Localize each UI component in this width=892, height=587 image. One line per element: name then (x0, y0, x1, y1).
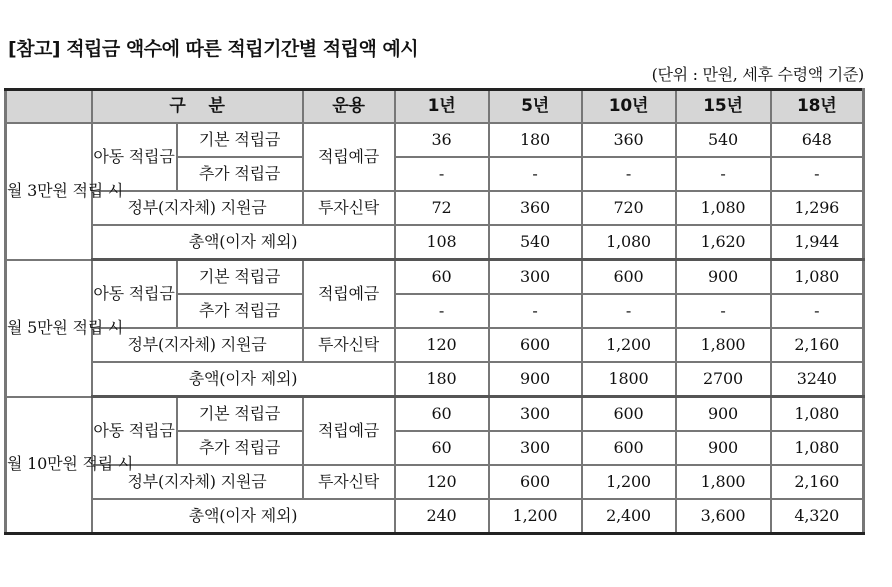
header-period-15: 15년 (676, 90, 771, 124)
value-cell: 648 (771, 123, 864, 157)
value-cell: 3240 (771, 362, 864, 397)
value-cell: - (771, 157, 864, 191)
child-savings-label: 아동 적립금 (92, 260, 177, 329)
value-cell: 600 (582, 397, 676, 432)
gov-support-label: 정부(지자체) 지원금 (92, 465, 303, 499)
table-row (6, 123, 864, 157)
section-label: 월 3만원 적립 시 (6, 123, 92, 260)
value-cell: 120 (395, 465, 489, 499)
value-cell: 900 (676, 431, 771, 465)
header-period-5: 5년 (489, 90, 582, 124)
value-cell: 1,296 (771, 191, 864, 225)
value-cell: 1800 (582, 362, 676, 397)
extra-label: 추가 적립금 (177, 294, 303, 328)
value-cell: - (489, 294, 582, 328)
value-cell: 360 (489, 191, 582, 225)
value-cell: 300 (489, 260, 582, 295)
deposit-label: 적립예금 (303, 260, 395, 329)
table-row (6, 260, 864, 295)
unit-note: (단위 : 만원, 세후 수령액 기준) (651, 65, 864, 84)
value-cell: 900 (676, 397, 771, 432)
value-cell: 360 (582, 123, 676, 157)
value-cell: - (582, 294, 676, 328)
value-cell: 3,600 (676, 499, 771, 534)
value-cell: 1,620 (676, 225, 771, 260)
value-cell: 900 (489, 362, 582, 397)
value-cell: - (676, 294, 771, 328)
header-row (6, 90, 864, 124)
deposit-label: 적립예금 (303, 123, 395, 191)
value-cell: 120 (395, 328, 489, 362)
value-cell: 1,200 (582, 328, 676, 362)
value-cell: 600 (582, 431, 676, 465)
value-cell: 2,400 (582, 499, 676, 534)
extra-label: 추가 적립금 (177, 157, 303, 191)
value-cell: 600 (582, 260, 676, 295)
value-cell: 1,080 (676, 191, 771, 225)
value-cell: - (489, 157, 582, 191)
header-period-18: 18년 (771, 90, 864, 124)
value-cell: 108 (395, 225, 489, 260)
table-row (6, 499, 864, 534)
value-cell: 60 (395, 397, 489, 432)
value-cell: 300 (489, 431, 582, 465)
value-cell: 540 (676, 123, 771, 157)
table-row (6, 465, 864, 499)
basic-label: 기본 적립금 (177, 397, 303, 432)
value-cell: 60 (395, 431, 489, 465)
value-cell: - (395, 157, 489, 191)
savings-table (4, 88, 865, 535)
value-cell: 1,080 (771, 397, 864, 432)
value-cell: 2700 (676, 362, 771, 397)
child-savings-label: 아동 적립금 (92, 123, 177, 191)
child-savings-label: 아동 적립금 (92, 397, 177, 466)
value-cell: 900 (676, 260, 771, 295)
value-cell: 180 (395, 362, 489, 397)
value-cell: 1,944 (771, 225, 864, 260)
table-row (6, 191, 864, 225)
value-cell: - (582, 157, 676, 191)
value-cell: 1,800 (676, 328, 771, 362)
total-label: 총액(이자 제외) (92, 225, 395, 260)
value-cell: 300 (489, 397, 582, 432)
gov-support-label: 정부(지자체) 지원금 (92, 191, 303, 225)
value-cell: - (771, 294, 864, 328)
section-label: 월 5만원 적립 시 (6, 260, 92, 397)
total-label: 총액(이자 제외) (92, 362, 395, 397)
page-title: [참고] 적립금 액수에 따른 적립기간별 적립액 예시 (8, 38, 419, 60)
value-cell: 600 (489, 328, 582, 362)
section-label: 월 10만원 적립 시 (6, 397, 92, 534)
value-cell: 180 (489, 123, 582, 157)
table-row (6, 225, 864, 260)
header-category: 구 분 (92, 90, 303, 124)
value-cell: 1,080 (771, 431, 864, 465)
total-label: 총액(이자 제외) (92, 499, 395, 534)
value-cell: - (676, 157, 771, 191)
header-period-1: 1년 (395, 90, 489, 124)
value-cell: 1,200 (489, 499, 582, 534)
value-cell: 72 (395, 191, 489, 225)
value-cell: 540 (489, 225, 582, 260)
value-cell: 1,800 (676, 465, 771, 499)
basic-label: 기본 적립금 (177, 123, 303, 157)
value-cell: 60 (395, 260, 489, 295)
value-cell: 1,080 (582, 225, 676, 260)
table-row (6, 362, 864, 397)
value-cell: 1,200 (582, 465, 676, 499)
table-row (6, 328, 864, 362)
value-cell: 600 (489, 465, 582, 499)
value-cell: 2,160 (771, 328, 864, 362)
trust-label: 투자신탁 (303, 191, 395, 225)
header-period-10: 10년 (582, 90, 676, 124)
value-cell: 240 (395, 499, 489, 534)
table-row (6, 397, 864, 432)
value-cell: 720 (582, 191, 676, 225)
trust-label: 투자신탁 (303, 328, 395, 362)
header-blank (6, 90, 92, 124)
value-cell: - (395, 294, 489, 328)
value-cell: 4,320 (771, 499, 864, 534)
value-cell: 36 (395, 123, 489, 157)
basic-label: 기본 적립금 (177, 260, 303, 295)
trust-label: 투자신탁 (303, 465, 395, 499)
gov-support-label: 정부(지자체) 지원금 (92, 328, 303, 362)
value-cell: 2,160 (771, 465, 864, 499)
deposit-label: 적립예금 (303, 397, 395, 466)
header-operation: 운용 (303, 90, 395, 124)
extra-label: 추가 적립금 (177, 431, 303, 465)
value-cell: 1,080 (771, 260, 864, 295)
